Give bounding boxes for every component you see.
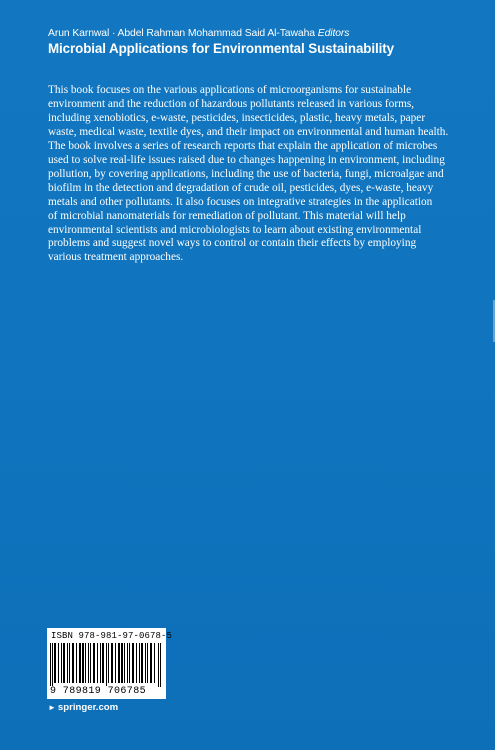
barcode-bar [58,643,59,683]
description-line: pollution, by covering applications, including the use of bacteria, fungi, microalgae and [48,167,444,180]
barcode-bar [79,643,81,683]
publisher-website [48,702,118,713]
barcode-bar [102,643,104,683]
barcode-bar [145,643,146,683]
barcode-bar [82,643,84,683]
barcode-bar [97,643,98,683]
editor-names: Arun Karnwal · Abdel Rahman Mohammad Said Al-Tawaha [48,28,315,39]
description-line: This book focuses on the various applications of microorganisms for sustainable [48,84,412,96]
barcode-bar [129,643,130,683]
barcode-bar [139,643,140,683]
barcode-bar [50,643,51,687]
barcode-bar [54,643,56,683]
barcode-bar [90,643,91,683]
description-line: problems and suggest novel ways to control or contain their effects by employing [48,237,417,250]
barcode-bar [106,643,107,687]
editors-role: Editors [317,28,350,39]
description-line: environment and the reduction of hazardous pollutants released in various forms, [48,97,415,110]
barcode-bar [147,643,148,683]
description-line: of microbial nanomaterials for remediation of pollutant. This material will help [48,209,406,222]
barcode-bar [108,643,109,683]
barcode-bar [160,643,161,687]
book-description [48,84,449,265]
editors-line [48,28,349,39]
barcode-bar [88,643,89,683]
barcode-bar [61,643,62,683]
description-line: various treatment approaches. [48,251,184,264]
description-line: waste, medical waste, textile dyes, and their impact on environmental and human health. [48,125,449,138]
publisher-url: springer.com [57,702,119,713]
barcode-bar [67,643,68,683]
barcode-bar [52,643,53,687]
barcode-bar [132,643,134,683]
barcode-bar [121,643,123,683]
description-line: used to solve real-life issues raised due to changes happening in environment, including [48,153,445,166]
barcode-bar [150,643,152,683]
triangle-right-icon: ► [48,703,56,712]
barcode-bar [93,643,95,683]
barcode-box [47,628,173,699]
description-line: environmental scientists and microbiologists to learn about existing environmental [48,223,422,236]
barcode-bar [124,643,125,683]
barcode-bar [136,643,137,683]
description-line: metals and other pollutants. It also focuses on integrative strategies in the application [48,195,433,208]
barcode-bar [69,643,70,683]
barcode-bars [50,643,163,687]
barcode-bar [154,643,155,683]
isbn-label: ISBN 978-981-97-0678-5 [51,631,173,641]
barcode-bar [100,643,101,683]
barcode-bar [158,643,159,687]
book-title: Microbial Applications for Environmental Sustainability [48,41,394,56]
barcode-bar [115,643,116,683]
barcode-bar [111,643,113,683]
barcode-bar [72,643,74,683]
barcode-bar [85,643,86,683]
description-line: including xenobiotics, e-waste, pesticides, insecticides, plastic, heavy metals, paper [48,111,426,124]
barcode-bar [118,643,120,683]
barcode-bar [141,643,143,683]
barcode-digits: 9 789819 706785 [50,686,147,697]
description-line: The book involves a series of research reports that explain the application of microbes [48,139,438,152]
barcode-bar [76,643,77,683]
description-line: biofilm in the detection and degradation of crude oil, pesticides, dyes, e-waste, heavy [48,181,434,194]
barcode-bar [127,643,128,683]
barcode-bar [63,643,65,683]
